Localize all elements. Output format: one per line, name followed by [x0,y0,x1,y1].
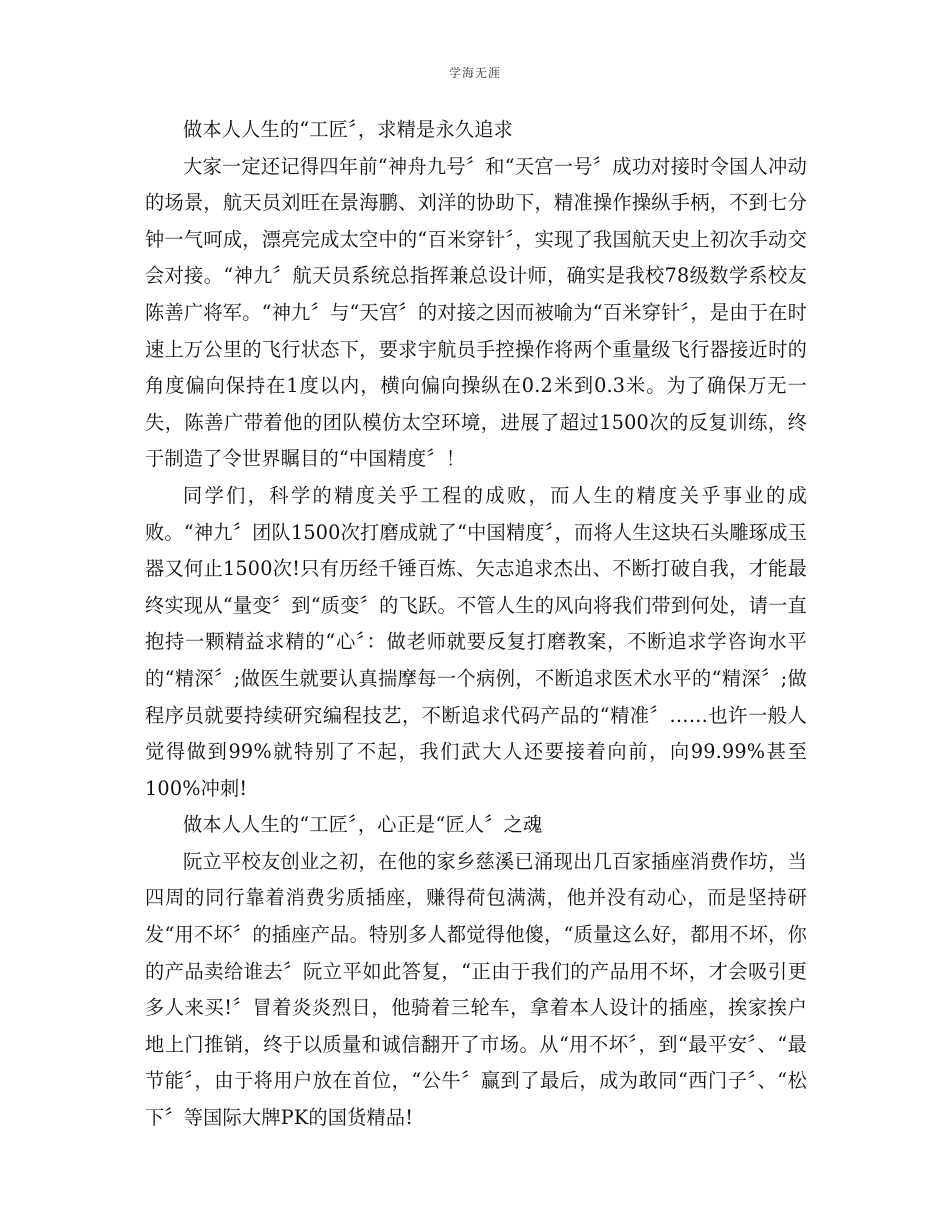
document-body [145,112,807,1137]
paragraph-shenzhou-docking: 大家一定还记得四年前“神舟九号〞和“天宫一号〞成功对接时令国人冲动的场景，航天员刘旺在景海鹏、刘洋的协助下，精准操作操纵手柄，不到七分钟一气呵成，漂亮完成太空中的“百米穿针〞，实现了我国航天史上初次手动交会对接。“神九〞航天员系统总指挥兼总设计师，确实是我校78级数学系校友陈善广将军。“神九〞与“天宫〞的对接之因而被喻为“百米穿针〞，是由于在时速上万公里的飞行状态下，要求宇航员手控操作将两个重量级飞行器接近时的角度偏向保持在1度以内，横向偏向操纵在0.2米到0.3米。为了确保万无一失，陈善广带着他的团队模仿太空环境，进展了超过1500次的反复训练，终于制造了令世界瞩目的“中国精度〞！ [145,154,807,471]
section-heading-craftsman-precision: 做本人人生的“工匠〞，求精是永久追求 [183,118,513,141]
paragraph-ruan-liping: 阮立平校友创业之初，在他的家乡慈溪已涌现出几百家插座消费作坊，当四周的同行靠着消费劣质插座，赚得荷包满满，他并没有动心，而是坚持研发“用不坏〞的插座产品。特别多人都觉得他傻，“质量这么好，都用不坏，你的产品卖给谁去〞阮立平如此答复，“正由于我们的产品用不坏，才会吸引更多人来买!〞冒着炎炎烈日，他骑着三轮车，拿着本人设计的插座，挨家挨户地上门推销，终于以质量和诚信翻开了市场。从“用不坏〞，到“最平安〞、“最节能〞，由于将用户放在首位，“公牛〞赢到了最后，成为敢同“西门子〞、“松下〞等国际大牌PK的国货精品! [145,849,807,1130]
section-heading-craftsman-soul: 做本人人生的“工匠〞，心正是“匠人〞之魂 [183,813,543,837]
paragraph-precision-of-life: 同学们，科学的精度关乎工程的成败，而人生的精度关乎事业的成败。“神九〞团队1500次打磨成就了“中国精度〞，而将人生这块石头雕琢成玉器又何止1500次!只有历经千锤百炼、矢志追求杰出、不断打破自我，才能最终实现从“量变〞到“质变〞的飞跃。不管人生的风向将我们带到何处，请一直抱持一颗精益求精的“心〞：做老师就要反复打磨教案，不断追求学咨询水平的“精深〞;做医生就要认真揣摩每一个病例，不断追求医术水平的“精深〞;做程序员就要持续研究编程技艺，不断追求代码产品的“精准〞……也许一般人觉得做到99%就特别了不起，我们武大人还要接着向前，向99.99%甚至100%冲刺! [145,483,807,800]
page-header: 学海无涯 [448,66,501,80]
